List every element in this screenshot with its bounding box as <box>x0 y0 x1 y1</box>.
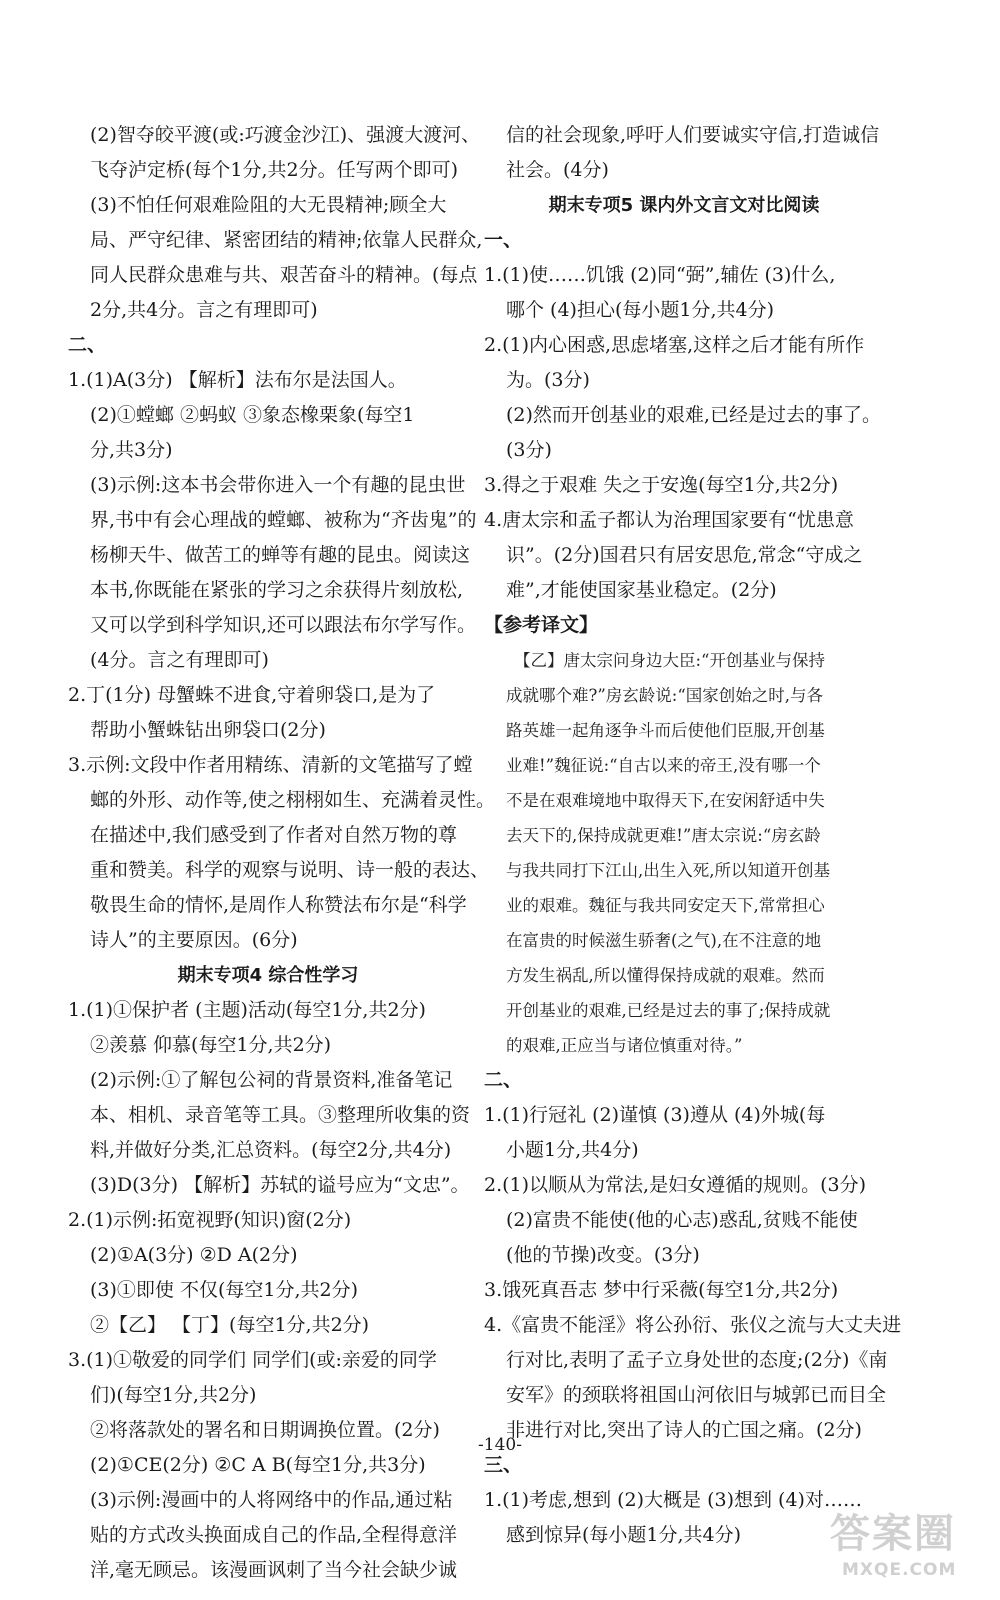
watermark-title: 答案圈 <box>830 1511 956 1557</box>
answer-line: 帮助小蟹蛛钻出卵袋口(2分) <box>90 719 326 741</box>
answer-line: 1.(1)行冠礼 (2)谨慎 (3)遵从 (4)外城(每 <box>484 1104 826 1126</box>
translation-line: 业的艰难。魏征与我共同安定天下,常常担心 <box>506 896 825 915</box>
translation-line: 不是在艰难境地中取得天下,在安闲舒适中失 <box>506 791 825 810</box>
section-title: 期末专项5 课内外文言文对比阅读 <box>548 195 820 216</box>
answer-line: 3.饿死真吾志 梦中行采薇(每空1分,共2分) <box>484 1279 839 1301</box>
answer-line: 为。(3分) <box>506 369 590 391</box>
answer-line: 洋,毫无顾忌。该漫画讽刺了当今社会缺少诚 <box>90 1559 458 1581</box>
answer-line: ②【乙】 【丁】(每空1分,共2分) <box>90 1314 370 1336</box>
translation-line: 在富贵的时候滋生骄奢(之气),在不注意的地 <box>506 931 822 950</box>
answer-line: (2)富贵不能使(他的心志)惑乱,贫贱不能使 <box>506 1209 858 1231</box>
answer-line: 信的社会现象,呼吁人们要诚实守信,打造诚信 <box>506 124 880 146</box>
answer-line: 行对比,表明了孟子立身处世的态度;(2分)《南 <box>506 1349 888 1371</box>
translation-line: 路英雄一起角逐争斗而后使他们臣服,开创基 <box>506 721 825 740</box>
answer-line: 分,共3分) <box>90 439 173 461</box>
answer-line: 1.(1)使……饥饿 (2)同“弼”,辅佐 (3)什么, <box>484 264 836 286</box>
section-title: 期末专项4 综合性学习 <box>177 965 359 986</box>
answer-line: 本书,你既能在紧张的学习之余获得片刻放松, <box>90 579 464 601</box>
answer-line: 非进行对比,突出了诗人的亡国之痛。(2分) <box>506 1419 862 1441</box>
translation-line: 与我共同打下江山,出生入死,所以知道开创基 <box>506 861 830 880</box>
answer-line: 感到惊异(每小题1分,共4分) <box>506 1524 742 1546</box>
translation-line: 成就哪个难?”房玄龄说:“国家创始之时,与各 <box>506 686 824 705</box>
answer-line: (他的节操)改变。(3分) <box>506 1244 700 1266</box>
answer-line: 局、严守纪律、紧密团结的精神;依靠人民群众, <box>90 229 483 251</box>
answer-line: 又可以学到科学知识,还可以跟法布尔学写作。 <box>90 614 477 636</box>
answer-line: (3)不怕任何艰难险阻的大无畏精神;顾全大 <box>90 194 447 216</box>
answer-line: 料,并做好分类,汇总资料。(每空2分,共4分) <box>90 1139 452 1161</box>
answer-line: 杨柳天牛、做苦工的蝉等有趣的昆虫。阅读这 <box>90 544 471 566</box>
left-column <box>68 118 496 1588</box>
answer-line: 飞夺泸定桥(每个1分,共2分。任写两个即可) <box>90 159 459 181</box>
translation-line: 的艰难,正应当与诸位慎重对待。” <box>506 1036 743 1055</box>
answer-line: 社会。(4分) <box>506 159 609 181</box>
translation-line: 开创基业的艰难,已经是过去的事了;保持成就 <box>506 1001 831 1020</box>
answer-line: (2)①CE(2分) ②C A B(每空1分,共3分) <box>90 1454 426 1476</box>
answer-line: 2.(1)内心困惑,思虑堵塞,这样之后才能有所作 <box>484 334 865 356</box>
answer-line: (2)①螳螂 ②蚂蚁 ③象态橡栗象(每空1 <box>90 404 415 426</box>
answer-line: (3分) <box>506 439 552 461</box>
answer-line: 界,书中有会心理战的螳螂、被称为“齐齿鬼”的 <box>90 509 477 531</box>
answer-line: 3.(1)①敬爱的同学们 同学们(或:亲爱的同学 <box>68 1349 437 1371</box>
answer-line: (3)D(3分) 【解析】苏轼的谥号应为“文忠”。 <box>90 1174 470 1196</box>
answer-line: (2)示例:①了解包公祠的背景资料,准备笔记 <box>90 1069 453 1091</box>
answer-line: (3)示例:漫画中的人将网络中的作品,通过粘 <box>90 1489 453 1511</box>
answer-line: 同人民群众患难与共、艰苦奋斗的精神。(每点 <box>90 264 478 286</box>
answer-line: (2)智夺皎平渡(或:巧渡金沙江)、强渡大渡河、 <box>90 124 481 146</box>
answer-line: 3.得之于艰难 失之于安逸(每空1分,共2分) <box>484 474 839 496</box>
answer-line: 在描述中,我们感受到了作者对自然万物的尊 <box>90 824 458 846</box>
answer-line: (2)①A(3分) ②D A(2分) <box>90 1244 298 1266</box>
answer-line: 1.(1)考虑,想到 (2)大概是 (3)想到 (4)对…… <box>484 1489 862 1511</box>
translation-line: 去天下的,保持成就更难!”唐太宗说:“房玄龄 <box>506 826 821 845</box>
answer-line: 二、 <box>484 1069 523 1091</box>
answer-line: 3.示例:文段中作者用精练、清新的文笔描写了螳 <box>68 754 473 776</box>
answer-line: 【参考译文】 <box>484 614 599 636</box>
translation-line: 【乙】唐太宗问身边大臣:“开创基业与保持 <box>514 651 825 670</box>
answer-line: (2)然而开创基业的艰难,已经是过去的事了。 <box>506 404 881 426</box>
answer-line: (4分。言之有理即可) <box>90 649 269 671</box>
answer-line: 本、相机、录音笔等工具。③整理所收集的资 <box>90 1104 471 1126</box>
answer-line: 敬畏生命的情怀,是周作人称赞法布尔是“科学 <box>90 894 467 916</box>
answer-line: 2.(1)以顺从为常法,是妇女遵循的规则。(3分) <box>484 1174 866 1196</box>
answer-line: 一、 <box>484 229 523 251</box>
answer-line: 螂的外形、动作等,使之栩栩如生、充满着灵性。 <box>90 789 496 811</box>
answer-line: 小题1分,共4分) <box>506 1139 639 1161</box>
answer-line: 识”。(2分)国君只有居安思危,常念“守成之 <box>506 544 863 566</box>
answer-line: 难”,才能使国家基业稳定。(2分) <box>506 579 777 601</box>
answer-line: ②将落款处的署名和日期调换位置。(2分) <box>90 1419 440 1441</box>
answer-line: 们)(每空1分,共2分) <box>90 1384 257 1406</box>
answer-line: 1.(1)A(3分) 【解析】法布尔是法国人。 <box>68 369 407 391</box>
answer-line: 4.唐太宗和孟子都认为治理国家要有“忧患意 <box>484 509 854 531</box>
answer-line: 重和赞美。科学的观察与说明、诗一般的表达、 <box>90 859 490 881</box>
translation-line: 方发生祸乱,所以懂得保持成就的艰难。然而 <box>506 966 825 985</box>
answer-line: 三、 <box>484 1454 523 1476</box>
answer-line: 2.丁(1分) 母蟹蛛不进食,守着卵袋口,是为了 <box>68 684 436 706</box>
answer-line: (3)示例:这本书会带你进入一个有趣的昆虫世 <box>90 474 466 496</box>
answer-line: 1.(1)①保护者 (主题)活动(每空1分,共2分) <box>68 999 426 1021</box>
answer-line: ②羡慕 仰慕(每空1分,共2分) <box>90 1034 332 1056</box>
answer-line: 诗人”的主要原因。(6分) <box>90 929 298 951</box>
answer-line: 二、 <box>68 334 107 356</box>
watermark-logo <box>830 1510 980 1594</box>
answer-line: 4.《富贵不能淫》将公孙衍、张仪之流与大丈夫进 <box>484 1314 902 1336</box>
page-number: -140- <box>478 1435 522 1455</box>
translation-line: 业难!”魏征说:“自古以来的帝王,没有哪一个 <box>506 756 821 775</box>
answer-line: 安军》的颈联将祖国山河依旧与城郭已而目全 <box>506 1384 887 1406</box>
answer-line: 2.(1)示例:拓宽视野(知识)窗(2分) <box>68 1209 352 1231</box>
answer-line: (3)①即使 不仅(每空1分,共2分) <box>90 1279 358 1301</box>
answer-line: 哪个 (4)担心(每小题1分,共4分) <box>506 299 774 321</box>
watermark-url: MXQE.COM <box>842 1560 957 1580</box>
answer-line: 2分,共4分。言之有理即可) <box>90 299 318 321</box>
answer-line: 贴的方式改头换面成自己的作品,全程得意洋 <box>90 1524 458 1546</box>
